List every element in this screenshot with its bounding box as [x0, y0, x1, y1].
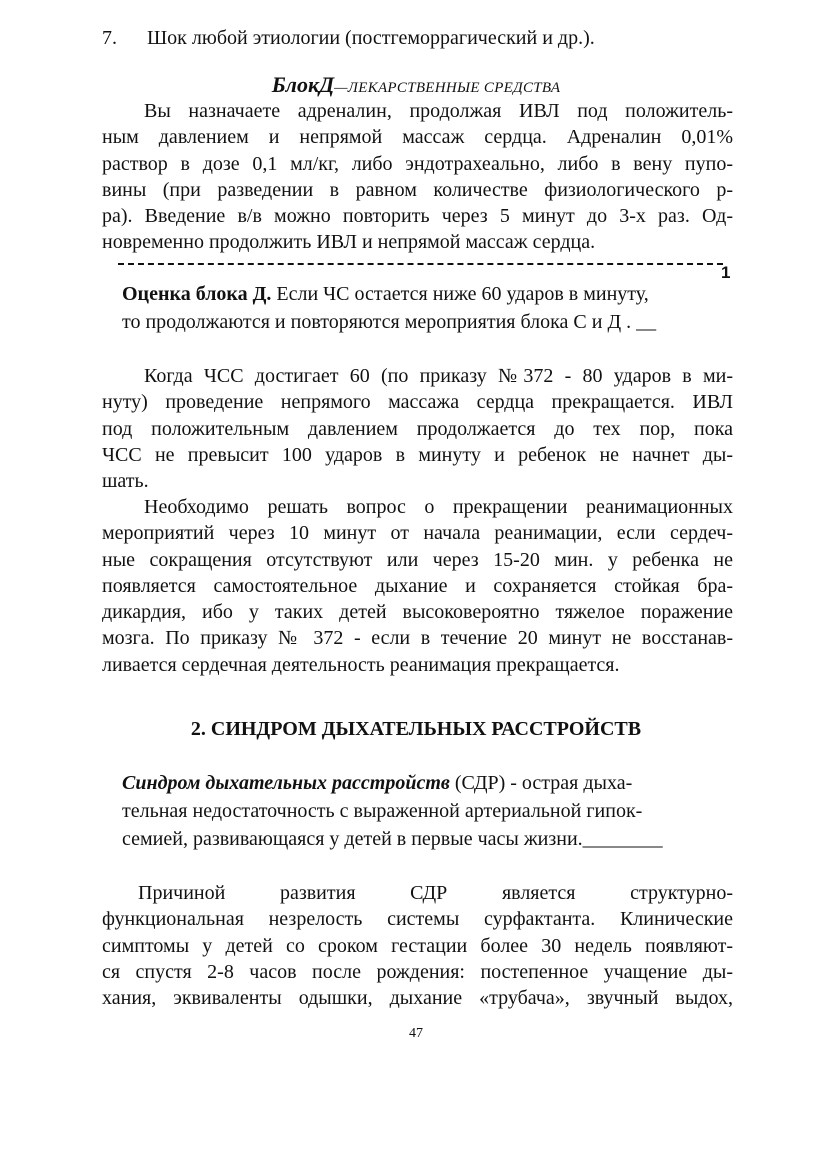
paragraph-line: Причиной развития СДР является структурно- [138, 882, 733, 904]
assessment-text: Если ЧС остается ниже 60 ударов в минуту, [271, 283, 649, 305]
definition-line-1 [122, 772, 632, 795]
paragraph-line: под положительным давлением продолжается до тех пор, пока [102, 417, 733, 440]
list-item-number: 7. [102, 27, 117, 49]
assessment-line-2: то продолжаются и повторяются мероприятия блока С и Д . __ [122, 311, 657, 333]
paragraph-line: мероприятий через 10 минут от начала реанимации, если сердеч- [102, 522, 733, 545]
paragraph-line: нуту) проведение непрямого массажа сердца прекращается. ИВЛ [102, 391, 733, 414]
block-d-title: БлокД [271, 72, 335, 97]
paragraph-line: Необходимо решать вопрос о прекращении реанимационных [144, 496, 733, 518]
assessment-label: Оценка блока Д. [122, 283, 272, 305]
list-item-text: Шок любой этиологии (постгеморрагический и др.). [147, 27, 595, 49]
paragraph-line: Вы назначаете адреналин, продолжая ИВЛ под положитель- [144, 100, 733, 122]
paragraph-line: ра). Введение в/в можно повторить через 5 минут до 3-х раз. Од- [102, 205, 733, 228]
paragraph-line: вины (при разведении в равном количестве физиологического р- [102, 178, 733, 201]
paragraph-line: раствор в дозе 0,1 мл/кг, либо эндотрахеально, либо в вену пупо- [102, 152, 733, 175]
definition-text: (СДР) - острая дыха- [449, 772, 633, 794]
cause-paragraph [102, 880, 733, 1011]
section-title: 2. СИНДРОМ ДЫХАТЕЛЬНЫХ РАССТРОЙСТВ [190, 718, 642, 740]
block-d-paragraph [102, 98, 733, 256]
paragraph-line: ЧСС не превысит 100 ударов в минуту и ребенок не начнет ды- [102, 443, 733, 466]
page-number: 47 [409, 1026, 423, 1041]
paragraph-line: шать. [102, 470, 149, 493]
paragraph-line: ливается сердечная деятельность реанимация прекращается. [102, 653, 620, 676]
paragraph-line: функциональная незрелость системы сурфактанта. Клинические [102, 908, 733, 931]
paragraph-line: дикардия, ибо у таких детей высоковероятно тяжелое поражение [102, 601, 733, 624]
paragraph-line: Когда ЧСС достигает 60 (по приказу №372 - 80 ударов в ми- [144, 365, 733, 387]
paragraph-line: ся спустя 2-8 часов после рождения: постепенное учащение ды- [102, 960, 733, 983]
paragraph-line: ные сокращения отсутствуют или через 15-20 мин. у ребенка не [102, 548, 733, 571]
termination-paragraph [102, 494, 733, 678]
paragraph-line: появляется самостоятельное дыхание и сохраняется стойкая бра- [102, 574, 733, 597]
separator-number: 1 [721, 263, 731, 282]
definition-line-3: семией, развивающаяся у детей в первые часы жизни.________ [122, 828, 663, 850]
definition-term: Синдром дыхательных расстройств [122, 772, 450, 794]
paragraph-line: мозга. По приказу № 372 - если в течение 20 минут не восстанав- [102, 627, 733, 650]
paragraph-line: хания, эквиваленты одышки, дыхание «трубача», звучный выдох, [102, 987, 733, 1010]
block-d-heading [0, 72, 832, 98]
list-item-7 [102, 27, 595, 50]
paragraph-line: новременно продолжить ИВЛ и непрямой массаж сердца. [102, 231, 596, 254]
paragraph-line: симптомы у детей со сроком гестации более 30 недель появляют- [102, 934, 733, 957]
dashed-separator [118, 263, 723, 265]
block-d-subtitle: —ЛЕКАРСТВЕННЫЕ СРЕДСТВА [334, 80, 561, 96]
paragraph-line: ным давлением и непрямой массаж сердца. Адреналин 0,01% [102, 126, 733, 149]
assessment-line-1 [122, 283, 649, 306]
definition-line-2: тельная недостаточность с выраженной артериальной гипок- [122, 800, 643, 822]
heart-rate-paragraph [102, 363, 733, 494]
